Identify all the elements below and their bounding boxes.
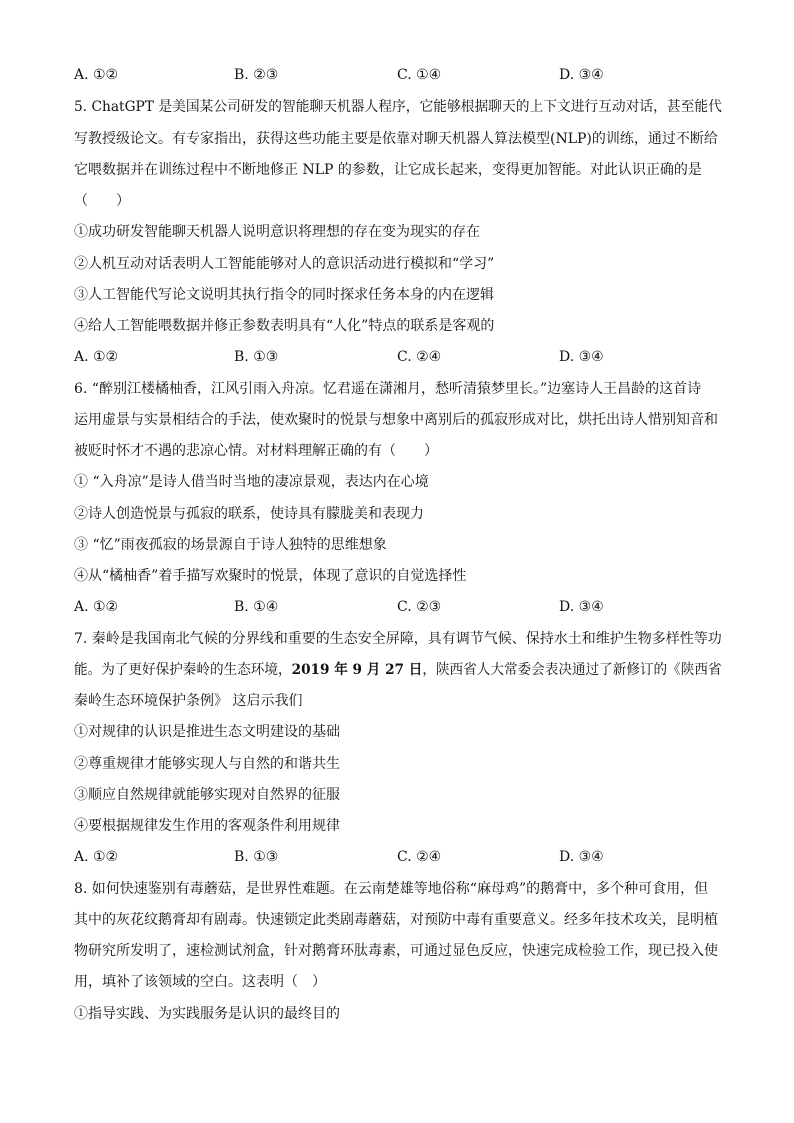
q5-statement-4: ④给人工智能喂数据并修正参数表明具有“人化”特点的联系是客观的 — [74, 318, 495, 334]
q6-option-b: B. ①④ — [234, 599, 279, 615]
q5-statement-1: ①成功研发智能聊天机器人说明意识将理想的存在变为现实的存在 — [74, 224, 480, 240]
q6-stem-line: 被贬时怀才不遇的悲凉心情。对材料理解正确的有（ ） — [74, 443, 438, 459]
q7-statement-2: ②尊重规律才能够实现人与自然的和谐共生 — [74, 756, 340, 772]
q4-option-c: C. ①④ — [397, 67, 442, 83]
q4-option-b: B. ②③ — [234, 67, 279, 83]
q6-option-c: C. ②③ — [397, 599, 442, 615]
q7-option-a: A. ①② — [74, 849, 119, 865]
q5-statement-3: ③人工智能代写论文说明其执行指令的同时探求任务本身的内在逻辑 — [74, 287, 494, 303]
q7-options — [74, 847, 754, 867]
q5-stem-line: 它喂数据并在训练过程中不断地修正 NLP 的参数，让它成长起来，变得更加智能。对此认识正确的是 — [74, 162, 702, 178]
q6-statement-1: ① “入舟凉”是诗人借当时当地的凄凉景观，表达内在心境 — [74, 474, 429, 490]
q8-stem-line: 用，填补了该领域的空白。这表明（ ） — [74, 974, 326, 990]
q7-date: 2019 年 9 月 27 日 — [291, 662, 423, 678]
q4-option-a: A. ①② — [74, 67, 119, 83]
q8-stem-line: 物研究所发明了，速检测试剂盒，针对鹅膏环肽毒素，可通过显色反应，快速完成检验工作，现已投入使 — [74, 943, 718, 959]
q7-stem-line — [74, 660, 722, 680]
q7-option-b: B. ①③ — [234, 849, 279, 865]
q5-option-c: C. ②④ — [397, 349, 442, 365]
q7-option-c: C. ②④ — [397, 849, 442, 865]
q7-statement-1: ①对规律的认识是推进生态文明建设的基础 — [74, 724, 340, 740]
q5-stem-line: 5. ChatGPT 是美国某公司研发的智能聊天机器人程序，它能够根据聊天的上下文进行互动对话，甚至能代 — [74, 99, 722, 115]
q6-statement-3: ③ “忆”雨夜孤寂的场景源自于诗人独特的思维想象 — [74, 537, 387, 553]
q4-option-d: D. ③④ — [559, 67, 604, 83]
q5-statement-2: ②人机互动对话表明人工智能能够对人的意识活动进行模拟和“学习” — [74, 256, 495, 272]
q5-option-a: A. ①② — [74, 349, 119, 365]
q7-stem-text: 能。为了更好保护秦岭的生态环境， — [74, 662, 292, 678]
q6-options — [74, 597, 754, 617]
q8-stem-line: 其中的灰花纹鹅膏却有剧毒。快速锁定此类剧毒蘑菇，对预防中毒有重要意义。经多年技术攻关，昆明植 — [74, 912, 718, 928]
q6-statement-4: ④从“橘柚香”着手描写欢聚时的悦景，体现了意识的自觉选择性 — [74, 568, 467, 584]
q5-options — [74, 347, 754, 367]
q7-stem-text: ，陕西省人大常委会表决通过了新修订的《陕西省 — [422, 662, 722, 678]
q8-statement-1: ①指导实践、为实践服务是认识的最终目的 — [74, 1006, 340, 1022]
q7-stem-line: 7. 秦岭是我国南北气候的分界线和重要的生态安全屏障，具有调节气候、保持水土和维护生物多样性等功 — [74, 631, 722, 647]
q7-statement-3: ③顺应自然规律就能够实现对自然界的征服 — [74, 787, 340, 803]
q6-stem-line: 6. “醉别江楼橘柚香，江风引雨入舟凉。忆君遥在潇湘月，愁听清猿梦里长。”边塞诗人王昌龄的这首诗 — [74, 381, 702, 397]
q4-options — [74, 65, 754, 85]
q5-stem-line: 写教授级论文。有专家指出，获得这些功能主要是依靠对聊天机器人算法模型(NLP)的训练，通过不断给 — [74, 131, 718, 147]
q7-option-d: D. ③④ — [559, 849, 604, 865]
q6-stem-line: 运用虚景与实景相结合的手法，使欢聚时的悦景与想象中离别后的孤寂形成对比，烘托出诗人惜别知音和 — [74, 412, 718, 428]
q6-option-a: A. ①② — [74, 599, 119, 615]
q6-option-d: D. ③④ — [559, 599, 604, 615]
q5-option-b: B. ①③ — [234, 349, 279, 365]
q7-stem-line: 秦岭生态环境保护条例》 这启示我们 — [74, 693, 303, 709]
q7-statement-4: ④要根据规律发生作用的客观条件利用规律 — [74, 818, 340, 834]
q5-option-d: D. ③④ — [559, 349, 604, 365]
q6-statement-2: ②诗人创造悦景与孤寂的联系，使诗具有朦胧美和表现力 — [74, 506, 424, 522]
q5-answer-blank: （ ） — [74, 193, 130, 209]
q8-stem-line: 8. 如何快速鉴别有毒蘑菇，是世界性难题。在云南楚雄等地俗称“麻母鸡”的鹅膏中，多个种可食用，但 — [74, 881, 709, 897]
